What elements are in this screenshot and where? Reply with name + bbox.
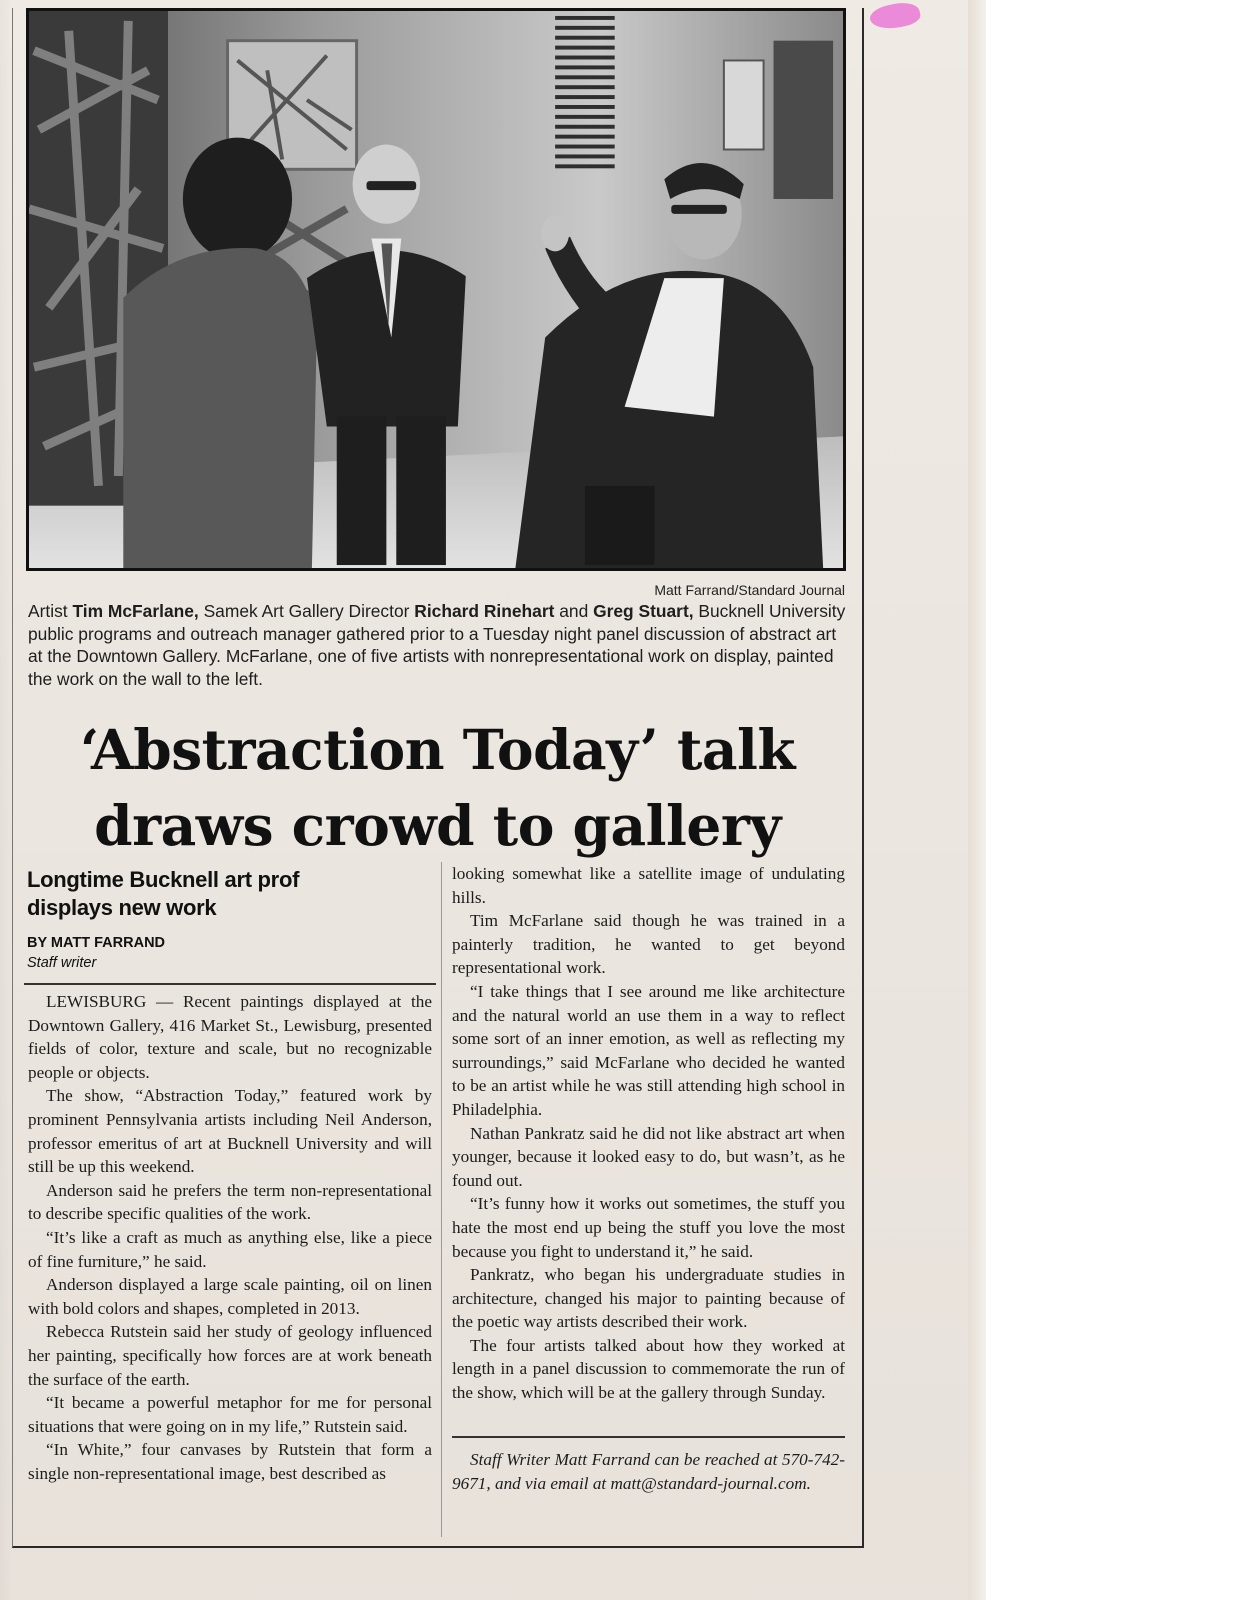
subhead-line: Longtime Bucknell art prof [27,867,300,892]
paragraph: Nathan Pankratz said he did not like abstract art when younger, because it looked easy to do, but wasn’t, as he found out. [452,1123,845,1190]
caption-text: and [554,601,594,621]
author-contact: Staff Writer Matt Farrand can be reached at 570-742-9671, and via email at matt@standard-journal.com. [452,1450,845,1493]
caption-name: Richard Rinehart [414,601,555,621]
photo-caption [28,600,846,690]
paragraph: Rebecca Rutstein said her study of geology influenced her painting, specifically how forces are at work beneath the surface of the earth. [28,1322,432,1389]
paragraph: Pankratz, who began his undergraduate studies in architecture, changed his major to painting because of the poetic way artists described their work. [452,1265,845,1332]
paragraph: The show, “Abstraction Today,” featured work by prominent Pennsylvania artists including Neil Anderson, professor emeritus of art at Bucknell University and will still be up this weekend. [28,1086,432,1177]
paragraph: Tim McFarlane said though he was trained in a painterly tradition, he wanted to get beyond representational work. [452,911,845,978]
paragraph: The four artists talked about how they worked at length in a panel discussion to commemorate the run of the show, which will be at the gallery through Sunday. [452,1335,845,1403]
caption-text: Samek Art Gallery Director [198,601,415,621]
paragraph: “I take things that I see around me like architecture and the natural world an use them in a way to reflect some sort of an inner emotion, as well as reflecting my surroundings,” said McFarlane who decided he wanted to be an artist while he was still attending high school in Philadelphia. [452,981,845,1119]
photo-credit: Matt Farrand/Standard Journal [654,582,845,598]
caption-text: Bucknell University public programs and outreach manager gathered prior to a Tuesday night panel discussion of abstract art at the Downtown Gallery. McFarlane, one of five artists with nonrepresentational work on display, painted the work on the wall to the left. [28,601,846,689]
scan-background [985,0,1234,1600]
headline-line: draws crowd to gallery [94,793,781,858]
subhead-line: displays new work [27,895,217,920]
paragraph: “It’s like a craft as much as anything else, like a piece of fine furniture,” he said. [28,1227,432,1271]
paragraph: LEWISBURG — Recent paintings displayed at the Downtown Gallery, 416 Market St., Lewisburg, presented fields of color, texture and scale, but no recognizable people or objects. [28,992,432,1082]
paragraph: Anderson displayed a large scale painting, oil on linen with bold colors and shapes, completed in 2013. [28,1275,432,1318]
divider-rule [452,1436,845,1438]
gallery-photo-illustration [29,11,843,568]
article-column-right [452,862,845,1405]
article-subheadline [27,866,427,922]
paragraph: “It became a powerful metaphor for me for personal situations that were going on in my life,” Rutstein said. [28,1393,432,1436]
caption-name: Greg Stuart, [593,601,694,621]
paper-edge [968,0,986,1600]
byline: BY MATT FARRAND [27,935,166,951]
divider-rule [24,983,436,985]
paragraph: “It’s funny how it works out sometimes, the stuff you hate the most end up being the stuff you love the most because you fight to understand it,” he said. [452,1194,845,1261]
headline-line: ‘Abstraction Today’ talk [79,717,795,782]
article-headline [30,712,845,864]
paragraph: “In White,” four canvases by Rutstein that form a single non-representational image, best described as [28,1440,432,1483]
paragraph: looking somewhat like a satellite image of undulating hills. [452,864,845,907]
byline-role: Staff writer [27,955,97,971]
article-photo [26,8,846,571]
caption-text: Artist [28,601,73,621]
caption-name: Tim McFarlane, [72,601,199,621]
article-column-left [28,990,432,1485]
column-divider [441,862,442,1537]
paragraph: Anderson said he prefers the term non-representational to describe specific qualities of the work. [28,1180,432,1224]
